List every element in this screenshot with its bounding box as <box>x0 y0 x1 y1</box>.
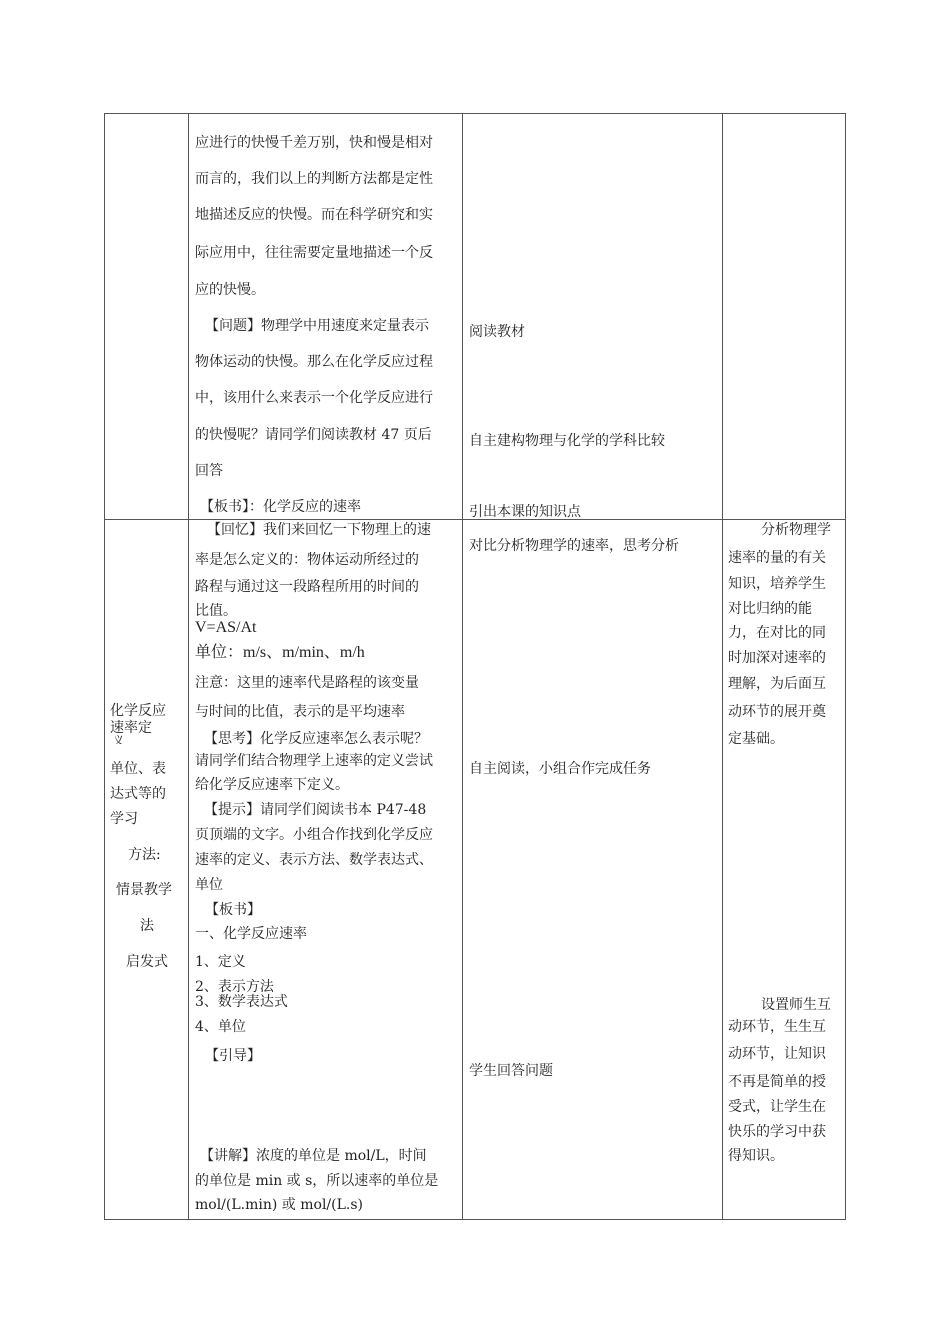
board-outline: 一、化学反应速率 <box>195 926 307 942</box>
method-label: 法 <box>140 918 154 934</box>
design-intent-line: 力，在对比的同 <box>728 625 826 641</box>
design-intent-line: 理解，为后面互 <box>728 676 826 692</box>
column-divider-3 <box>722 113 723 1220</box>
recall-line: 比值。 <box>195 603 237 619</box>
recall-line: 【回忆】我们来回忆一下物理上的速 <box>207 522 431 538</box>
design-intent-line: 动环节，让知识 <box>728 1046 826 1062</box>
student-activity: 对比分析物理学的速率，思考分析 <box>469 538 679 554</box>
student-activity: 学生回答问题 <box>469 1063 553 1079</box>
think-line: 请同学们结合物理学上速率的定义尝试 <box>195 753 433 769</box>
content-line: 地描述反应的快慢。而在科学研究和实 <box>195 207 433 223</box>
student-activity: 阅读教材 <box>469 324 525 340</box>
board-outline: 4、单位 <box>195 1019 246 1035</box>
stage-label: 速率定 <box>110 720 152 736</box>
design-intent-line: 受式，让学生在 <box>728 1099 826 1115</box>
stage-label: 化学反应 <box>110 703 166 719</box>
formula-line: V=AS/At <box>195 619 257 636</box>
recall-line: 路程与通过这一段路程所用的时间的 <box>195 579 419 595</box>
note-line: 与时间的比值，表示的是平均速率 <box>195 704 405 720</box>
method-label: 情景教学 <box>116 882 172 898</box>
method-label: 方法: <box>128 847 161 863</box>
design-intent-line: 动环节的展开奠 <box>728 704 826 720</box>
content-line: 应进行的快慢千差万别，快和慢是相对 <box>195 135 433 151</box>
column-divider-1 <box>188 113 189 1220</box>
stage-label: 达式等的 <box>110 786 166 802</box>
board-note: 【板书】 <box>205 902 261 918</box>
question-line: 回答 <box>195 463 223 479</box>
design-intent-line: 时加深对速率的 <box>728 650 826 666</box>
design-intent-line: 速率的量的有关 <box>728 550 826 566</box>
explain-line: 的单位是 min 或 s，所以速率的单位是 <box>195 1173 439 1189</box>
question-line: 的快慢呢？请同学们阅读教材 47 页后 <box>195 427 432 443</box>
explain-line: 【讲解】浓度的单位是 mol/L，时间 <box>200 1148 427 1164</box>
question-line: 中，该用什么来表示一个化学反应进行 <box>195 390 433 406</box>
design-intent-line: 动环节，生生互 <box>728 1019 826 1035</box>
design-intent-line: 知识，培养学生 <box>728 576 826 592</box>
board-outline: 3、数学表达式 <box>195 994 288 1010</box>
hint-line: 页顶端的文字。小组合作找到化学反应 <box>195 827 433 843</box>
question-line: 物体运动的快慢。那么在化学反应过程 <box>195 354 433 370</box>
column-divider-2 <box>462 113 463 1220</box>
student-activity: 引出本课的知识点 <box>469 504 581 520</box>
design-intent-line: 得知识。 <box>728 1148 784 1164</box>
board-outline: 1、定义 <box>195 954 246 970</box>
table-bottom-border <box>104 1219 846 1220</box>
student-activity: 自主建构物理与化学的学科比较 <box>469 433 665 449</box>
stage-label: 学习 <box>110 811 138 827</box>
think-line: 【思考】化学反应速率怎么表示呢？ <box>204 731 428 747</box>
unit-line: 单位：m/s、m/min、m/h <box>195 644 365 661</box>
table-right-border <box>845 113 846 1220</box>
board-note: 【板书】：化学反应的速率 <box>200 499 361 515</box>
table-top-border <box>104 113 846 114</box>
think-line: 给化学反应速率下定义。 <box>195 777 349 793</box>
design-intent-line: 定基础。 <box>728 731 784 747</box>
question-line: 【问题】物理学中用速度来定量表示 <box>205 318 429 334</box>
design-intent-line: 快乐的学习中获 <box>728 1124 826 1140</box>
content-line: 而言的，我们以上的判断方法都是定性 <box>195 171 433 187</box>
stage-label: 义 <box>113 735 124 744</box>
hint-line: 单位 <box>195 877 223 893</box>
recall-line: 率是怎么定义的：物体运动所经过的 <box>195 552 419 568</box>
guide-line: 【引导】 <box>205 1048 261 1064</box>
method-label: 启发式 <box>126 954 168 970</box>
design-intent-line: 不再是简单的授 <box>728 1074 826 1090</box>
content-line: 际应用中，往往需要定量地描述一个反 <box>195 245 433 261</box>
content-line: 应的快慢。 <box>195 282 265 298</box>
hint-line: 速率的定义、表示方法、数学表达式、 <box>195 852 433 868</box>
explain-line: mol/(L.min) 或 mol/(L.s) <box>195 1197 363 1213</box>
hint-line: 【提示】请同学们阅读书本 P47-48 <box>204 802 427 818</box>
student-activity: 自主阅读，小组合作完成任务 <box>469 761 651 777</box>
design-intent-line: 对比归纳的能 <box>728 601 812 617</box>
note-line: 注意：这里的速率代是路程的该变量 <box>195 675 419 691</box>
design-intent-line: 分析物理学 <box>761 522 831 538</box>
table-left-border <box>104 113 105 1220</box>
design-intent-line: 设置师生互 <box>761 997 831 1013</box>
stage-label: 单位、表 <box>110 761 166 777</box>
board-outline: 2、表示方法 <box>195 979 274 995</box>
